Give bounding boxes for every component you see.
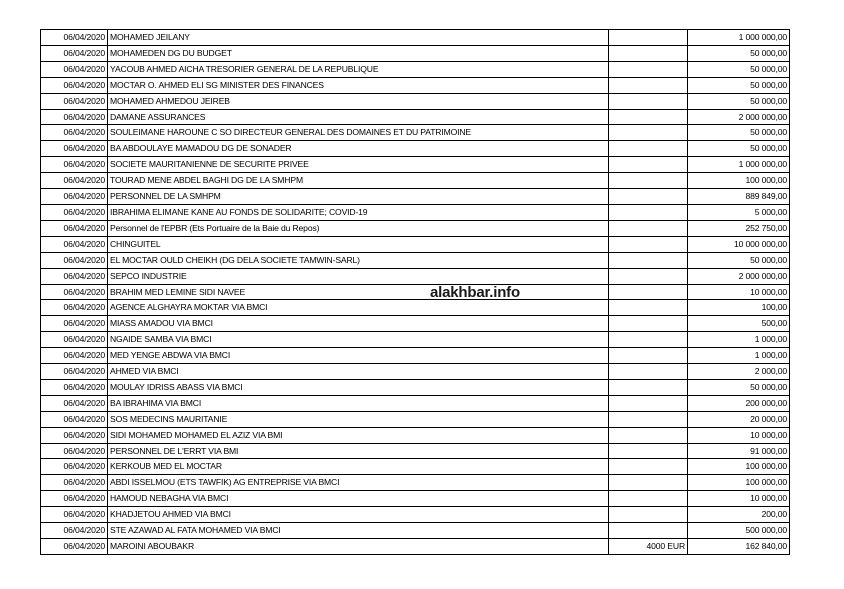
row-name: SEPCO INDUSTRIE: [108, 268, 609, 284]
row-name: MIASS AMADOU VIA BMCI: [108, 316, 609, 332]
row-name: MAROINI ABOUBAKR: [108, 539, 609, 555]
row-note: [609, 459, 688, 475]
row-amount: 100 000,00: [688, 459, 790, 475]
row-name: MOHAMEDEN DG DU BUDGET: [108, 45, 609, 61]
table-row: [41, 364, 790, 380]
row-amount: 50 000,00: [688, 45, 790, 61]
table-row: [41, 125, 790, 141]
table-row: [41, 157, 790, 173]
row-date: 06/04/2020: [41, 220, 108, 236]
row-date: 06/04/2020: [41, 30, 108, 46]
row-name: DAMANE ASSURANCES: [108, 109, 609, 125]
row-name: MOHAMED JEILANY: [108, 30, 609, 46]
table-row: [41, 284, 790, 300]
row-amount: 50 000,00: [688, 141, 790, 157]
row-name: HAMOUD NEBAGHA VIA BMCI: [108, 491, 609, 507]
row-date: 06/04/2020: [41, 45, 108, 61]
row-date: 06/04/2020: [41, 459, 108, 475]
row-date: 06/04/2020: [41, 523, 108, 539]
row-note: [609, 45, 688, 61]
table-row: [41, 77, 790, 93]
row-date: 06/04/2020: [41, 300, 108, 316]
row-note: [609, 220, 688, 236]
row-date: 06/04/2020: [41, 332, 108, 348]
table-row: [41, 141, 790, 157]
row-amount: 5 000,00: [688, 204, 790, 220]
table-row: [41, 204, 790, 220]
row-amount: 889 849,00: [688, 189, 790, 205]
row-note: [609, 284, 688, 300]
table-row: [41, 332, 790, 348]
table-row: [41, 348, 790, 364]
row-date: 06/04/2020: [41, 395, 108, 411]
row-date: 06/04/2020: [41, 157, 108, 173]
row-name: TOURAD MENE ABDEL BAGHI DG DE LA SMHPM: [108, 173, 609, 189]
row-amount: 500,00: [688, 316, 790, 332]
row-date: 06/04/2020: [41, 77, 108, 93]
row-name: PERSONNEL DE L'ERRT VIA BMI: [108, 443, 609, 459]
row-note: [609, 236, 688, 252]
row-date: 06/04/2020: [41, 507, 108, 523]
row-name: NGAIDE SAMBA VIA BMCI: [108, 332, 609, 348]
row-amount: 50 000,00: [688, 93, 790, 109]
row-date: 06/04/2020: [41, 141, 108, 157]
row-note: [609, 507, 688, 523]
row-note: [609, 379, 688, 395]
donations-table-body: [41, 30, 790, 555]
table-row: [41, 189, 790, 205]
row-amount: 10 000,00: [688, 427, 790, 443]
row-note: [609, 93, 688, 109]
row-note: [609, 523, 688, 539]
table-row: [41, 539, 790, 555]
row-amount: 2 000,00: [688, 364, 790, 380]
table-row: [41, 443, 790, 459]
row-note: [609, 268, 688, 284]
table-row: [41, 45, 790, 61]
row-name: ABDI ISSELMOU (ETS TAWFIK) AG ENTREPRISE VIA BMCI: [108, 475, 609, 491]
row-note: [609, 300, 688, 316]
row-name: EL MOCTAR OULD CHEIKH (DG DELA SOCIETE TAMWIN-SARL): [108, 252, 609, 268]
row-amount: 252 750,00: [688, 220, 790, 236]
row-date: 06/04/2020: [41, 539, 108, 555]
row-note: [609, 30, 688, 46]
row-amount: 1 000,00: [688, 348, 790, 364]
row-name: MOCTAR O. AHMED ELI SG MINISTER DES FINANCES: [108, 77, 609, 93]
row-date: 06/04/2020: [41, 443, 108, 459]
row-date: 06/04/2020: [41, 61, 108, 77]
row-name: KHADJETOU AHMED VIA BMCI: [108, 507, 609, 523]
row-amount: 1 000 000,00: [688, 157, 790, 173]
row-amount: 500 000,00: [688, 523, 790, 539]
table-row: [41, 252, 790, 268]
row-name: AHMED VIA BMCI: [108, 364, 609, 380]
row-note: [609, 141, 688, 157]
row-note: [609, 427, 688, 443]
row-amount: 10 000 000,00: [688, 236, 790, 252]
row-name: AGENCE ALGHAYRA MOKTAR VIA BMCI: [108, 300, 609, 316]
table-row: [41, 109, 790, 125]
table-row: [41, 427, 790, 443]
row-date: 06/04/2020: [41, 348, 108, 364]
row-date: 06/04/2020: [41, 364, 108, 380]
row-amount: 100,00: [688, 300, 790, 316]
table-row: [41, 491, 790, 507]
row-note: [609, 491, 688, 507]
row-name: MOHAMED AHMEDOU JEIREB: [108, 93, 609, 109]
row-amount: 162 840,00: [688, 539, 790, 555]
row-note: [609, 77, 688, 93]
row-amount: 50 000,00: [688, 125, 790, 141]
row-amount: 200 000,00: [688, 395, 790, 411]
table-row: [41, 268, 790, 284]
row-name: SOULEIMANE HAROUNE C SO DIRECTEUR GENERAL DES DOMAINES ET DU PATRIMOINE: [108, 125, 609, 141]
watermark: alakhbar.info: [430, 284, 520, 301]
table-row: [41, 523, 790, 539]
row-name: PERSONNEL DE LA SMHPM: [108, 189, 609, 205]
table-row: [41, 316, 790, 332]
row-date: 06/04/2020: [41, 93, 108, 109]
table-row: [41, 93, 790, 109]
row-name: MED YENGE ABDWA VIA BMCI: [108, 348, 609, 364]
row-amount: 10 000,00: [688, 284, 790, 300]
row-date: 06/04/2020: [41, 284, 108, 300]
row-name: BA IBRAHIMA VIA BMCI: [108, 395, 609, 411]
row-name: MOULAY IDRISS ABASS VIA BMCI: [108, 379, 609, 395]
row-amount: 91 000,00: [688, 443, 790, 459]
row-amount: 100 000,00: [688, 173, 790, 189]
table-row: [41, 236, 790, 252]
table-row: [41, 507, 790, 523]
row-note: [609, 157, 688, 173]
table-row: [41, 411, 790, 427]
row-amount: 50 000,00: [688, 252, 790, 268]
row-note: [609, 252, 688, 268]
row-name: BA ABDOULAYE MAMADOU DG DE SONADER: [108, 141, 609, 157]
table-row: [41, 475, 790, 491]
row-amount: 100 000,00: [688, 475, 790, 491]
row-amount: 1 000,00: [688, 332, 790, 348]
row-note: [609, 61, 688, 77]
row-note: [609, 364, 688, 380]
row-name: IBRAHIMA ELIMANE KANE AU FONDS DE SOLIDARITE; COVID-19: [108, 204, 609, 220]
row-name: SOS MEDECINS MAURITANIE: [108, 411, 609, 427]
row-date: 06/04/2020: [41, 125, 108, 141]
row-note: 4000 EUR: [609, 539, 688, 555]
row-name: Personnel de l'EPBR (Ets Portuaire de la Baie du Repos): [108, 220, 609, 236]
row-amount: 20 000,00: [688, 411, 790, 427]
row-amount: 50 000,00: [688, 77, 790, 93]
row-amount: 50 000,00: [688, 61, 790, 77]
table-row: [41, 300, 790, 316]
row-note: [609, 332, 688, 348]
row-amount: 2 000 000,00: [688, 109, 790, 125]
row-name: CHINGUITEL: [108, 236, 609, 252]
table-row: [41, 61, 790, 77]
row-amount: 2 000 000,00: [688, 268, 790, 284]
row-date: 06/04/2020: [41, 475, 108, 491]
row-note: [609, 125, 688, 141]
row-name: SOCIETE MAURITANIENNE DE SECURITE PRIVEE: [108, 157, 609, 173]
row-note: [609, 109, 688, 125]
row-date: 06/04/2020: [41, 236, 108, 252]
row-date: 06/04/2020: [41, 491, 108, 507]
row-name: BRAHIM MED LEMINE SIDI NAVEE: [108, 284, 609, 300]
row-date: 06/04/2020: [41, 109, 108, 125]
row-amount: 200,00: [688, 507, 790, 523]
row-date: 06/04/2020: [41, 316, 108, 332]
row-amount: 10 000,00: [688, 491, 790, 507]
row-note: [609, 316, 688, 332]
donations-table: [40, 29, 790, 555]
row-date: 06/04/2020: [41, 268, 108, 284]
table-row: [41, 379, 790, 395]
table-row: [41, 459, 790, 475]
table-row: [41, 220, 790, 236]
row-name: STE AZAWAD AL FATA MOHAMED VIA BMCI: [108, 523, 609, 539]
row-note: [609, 348, 688, 364]
row-note: [609, 475, 688, 491]
row-date: 06/04/2020: [41, 204, 108, 220]
row-name: SIDI MOHAMED MOHAMED EL AZIZ VIA BMI: [108, 427, 609, 443]
row-date: 06/04/2020: [41, 189, 108, 205]
row-note: [609, 411, 688, 427]
table-row: [41, 173, 790, 189]
row-date: 06/04/2020: [41, 252, 108, 268]
row-date: 06/04/2020: [41, 427, 108, 443]
table-row: [41, 395, 790, 411]
row-name: YACOUB AHMED AICHA TRESORIER GENERAL DE LA REPUBLIQUE: [108, 61, 609, 77]
row-note: [609, 189, 688, 205]
row-note: [609, 443, 688, 459]
row-amount: 50 000,00: [688, 379, 790, 395]
table-row: [41, 30, 790, 46]
row-date: 06/04/2020: [41, 379, 108, 395]
row-note: [609, 204, 688, 220]
row-name: KERKOUB MED EL MOCTAR: [108, 459, 609, 475]
row-note: [609, 395, 688, 411]
row-amount: 1 000 000,00: [688, 30, 790, 46]
row-note: [609, 173, 688, 189]
row-date: 06/04/2020: [41, 173, 108, 189]
row-date: 06/04/2020: [41, 411, 108, 427]
